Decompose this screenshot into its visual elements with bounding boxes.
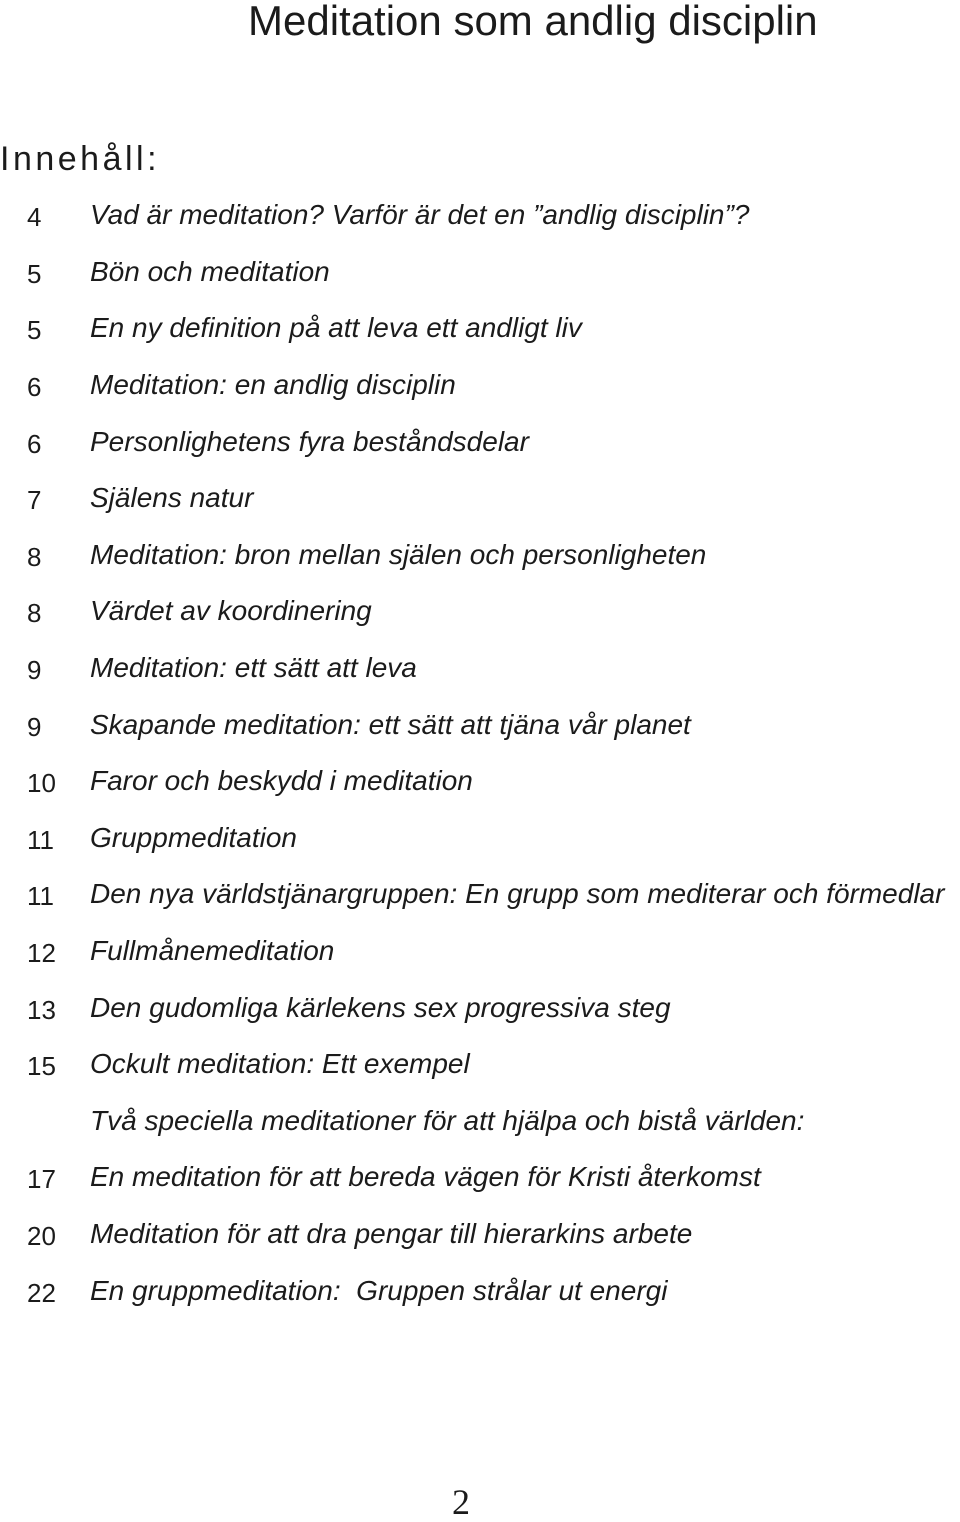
toc-entry-title: Ockult meditation: Ett exempel bbox=[90, 1048, 470, 1080]
toc-page-number: 11 bbox=[27, 824, 54, 855]
toc-page-number: 20 bbox=[27, 1220, 56, 1251]
toc-entry bbox=[0, 244, 960, 301]
toc-page-number: 9 bbox=[27, 711, 42, 742]
toc-entry-title: Värdet av koordinering bbox=[90, 595, 372, 627]
toc-entry bbox=[0, 527, 960, 584]
toc-page-number: 6 bbox=[27, 428, 42, 459]
toc-entry-title: Meditation: en andlig disciplin bbox=[90, 369, 456, 401]
toc-entry-title: En gruppmeditation: Gruppen strålar ut energi bbox=[90, 1274, 668, 1306]
toc-page-number: 9 bbox=[27, 655, 42, 686]
toc-entry bbox=[0, 357, 960, 414]
toc-entry bbox=[0, 1036, 960, 1093]
toc-entry-title: Vad är meditation? Varför är det en ”andlig disciplin”? bbox=[90, 199, 750, 231]
toc-entry-title: Gruppmeditation bbox=[90, 821, 298, 853]
toc-entry bbox=[0, 187, 960, 244]
toc-entry-title: Två speciella meditationer för att hjälpa och bistå världen: bbox=[90, 1104, 805, 1136]
toc-entry bbox=[0, 696, 960, 753]
toc-entry bbox=[0, 866, 960, 923]
toc-page-number: 10 bbox=[27, 768, 56, 799]
page-number: 2 bbox=[452, 1482, 470, 1522]
toc-page-number: 15 bbox=[27, 1051, 56, 1082]
toc-page-number: 6 bbox=[27, 372, 42, 403]
toc-page-number: 12 bbox=[27, 938, 56, 969]
toc-entry bbox=[0, 810, 960, 867]
toc-entry-title: Fullmånemeditation bbox=[90, 935, 335, 967]
toc-entry bbox=[0, 753, 960, 810]
toc-entry bbox=[0, 1262, 960, 1319]
toc-page-number: 17 bbox=[27, 1164, 56, 1195]
toc-entry-title: Meditation: bron mellan själen och personligheten bbox=[90, 538, 707, 570]
toc-entry-title: Meditation för att dra pengar till hierarkins arbete bbox=[90, 1217, 693, 1249]
toc-page-number: 5 bbox=[27, 258, 42, 289]
toc-heading: Innehåll: bbox=[0, 140, 161, 178]
toc-entry-title: En meditation för att bereda vägen för Kristi återkomst bbox=[90, 1161, 761, 1193]
toc-entry-title: Faror och beskydd i meditation bbox=[90, 765, 473, 797]
toc-entry bbox=[0, 1206, 960, 1263]
toc-page-number: 22 bbox=[27, 1277, 56, 1308]
toc-entry bbox=[0, 640, 960, 697]
toc-entry-title: Bön och meditation bbox=[90, 255, 330, 287]
toc-entry-title: Den gudomliga kärlekens sex progressiva steg bbox=[90, 991, 671, 1023]
toc-entry-title: Meditation: ett sätt att leva bbox=[90, 652, 417, 684]
toc-page-number: 8 bbox=[27, 541, 42, 572]
toc-entry bbox=[0, 923, 960, 980]
toc-page-number: 13 bbox=[27, 994, 56, 1025]
toc-entry bbox=[0, 979, 960, 1036]
toc-entry bbox=[0, 413, 960, 470]
toc-page-number: 7 bbox=[27, 485, 42, 516]
toc-entry bbox=[0, 470, 960, 527]
toc-section-heading bbox=[0, 1093, 960, 1150]
document-title: Meditation som andlig disciplin bbox=[248, 0, 818, 44]
toc-page-number: 4 bbox=[27, 202, 42, 233]
toc-entry bbox=[0, 583, 960, 640]
toc-entry bbox=[0, 1149, 960, 1206]
toc-entry-title: Personlighetens fyra beståndsdelar bbox=[90, 425, 529, 457]
toc-page-number: 5 bbox=[27, 315, 42, 346]
toc-entry-title: Skapande meditation: ett sätt att tjäna vår planet bbox=[90, 708, 691, 740]
toc-page-number: 8 bbox=[27, 598, 42, 629]
toc-page-number: 11 bbox=[27, 881, 54, 912]
toc-entry-title: Själens natur bbox=[90, 482, 254, 514]
toc-entry-title: En ny definition på att leva ett andligt liv bbox=[90, 312, 582, 344]
table-of-contents bbox=[0, 187, 960, 1319]
toc-entry-title: Den nya världstjänargruppen: En grupp som mediterar och förmedlar bbox=[90, 878, 945, 910]
toc-entry bbox=[0, 300, 960, 357]
